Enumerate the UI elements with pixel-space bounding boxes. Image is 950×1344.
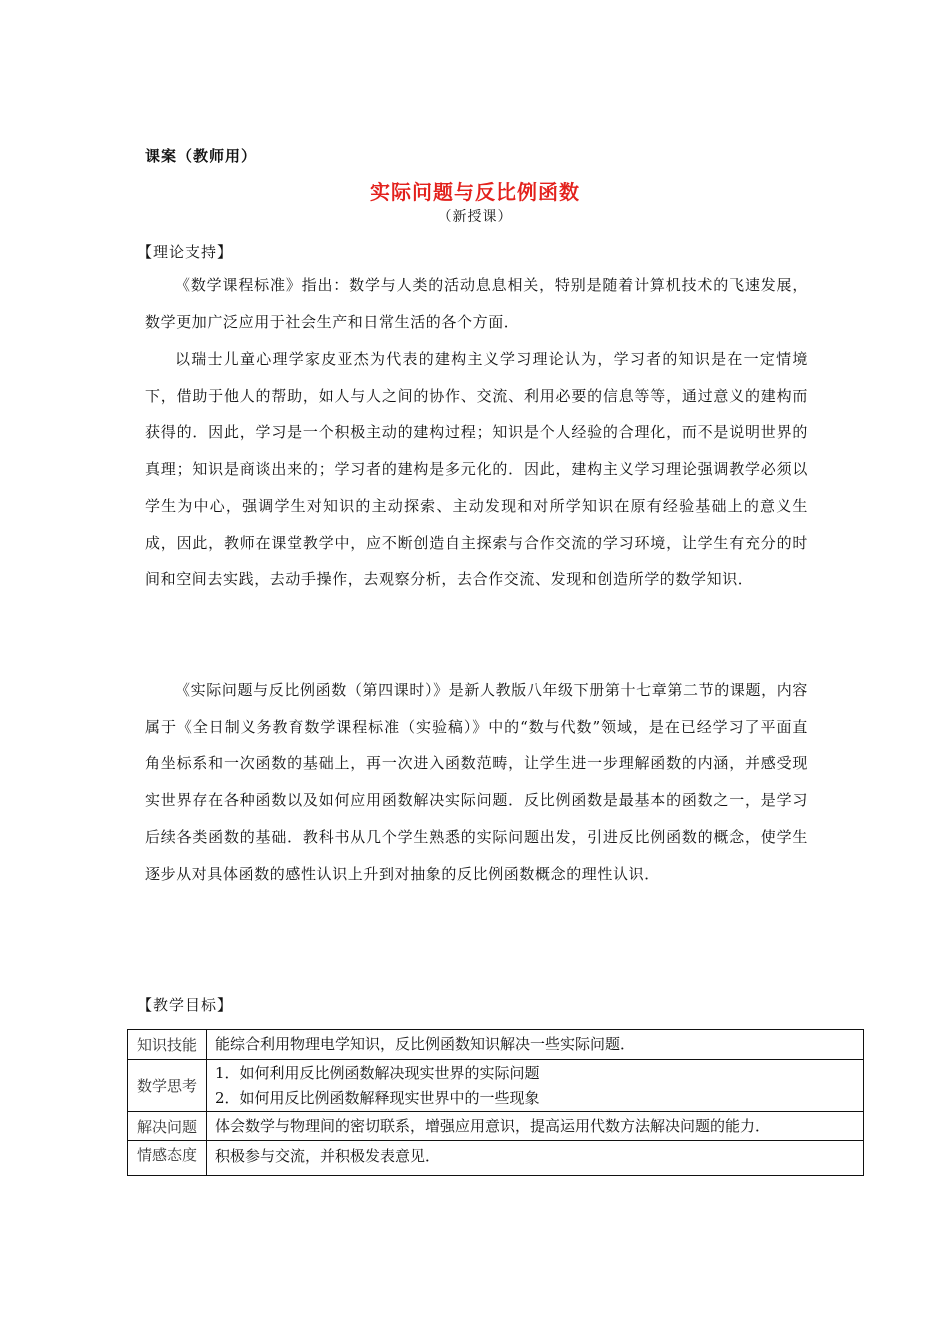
teaching-goals-table (127, 1029, 864, 1176)
goal-item: 积极参与交流，并积极发表意见． (215, 1147, 441, 1165)
goal-item: 能综合利用物理电学知识，反比例函数知识解决一些实际问题． (215, 1035, 636, 1053)
goal-description (207, 1141, 864, 1176)
goal-category: 知识技能 (128, 1030, 207, 1060)
table-row (128, 1141, 864, 1176)
goal-description (207, 1112, 864, 1141)
theory-paragraph-1: 《数学课程标准》指出：数学与人类的活动息息相关，特别是随着计算机技术的飞速发展，数学更加广泛应用于社会生产和日常生活的各个方面． (145, 276, 808, 331)
goal-item: 1．如何利用反比例函数解决现实世界的实际问题 (215, 1063, 540, 1082)
table-row (128, 1030, 864, 1060)
goals-heading: 【教学目标】 (137, 996, 234, 1014)
goal-category: 情感态度 (128, 1141, 207, 1176)
goal-item: 2．如何用反比例函数解释现实世界中的一些现象 (215, 1088, 540, 1107)
table-row (128, 1112, 864, 1141)
page-title: 实际问题与反比例函数 (370, 180, 580, 204)
table-row (128, 1060, 864, 1112)
doc-label: 课案（教师用） (145, 147, 258, 165)
theory-heading: 【理论支持】 (137, 243, 234, 261)
goal-item: 体会数学与物理间的密切联系，增强应用意识，提高运用代数方法解决问题的能力． (215, 1116, 771, 1135)
goal-description (207, 1030, 864, 1060)
goal-category: 数学思考 (128, 1060, 207, 1112)
theory-paragraph-2: 以瑞士儿童心理学家皮亚杰为代表的建构主义学习理论认为，学习者的知识是在一定情境下，借助于他人的帮助，如人与人之间的协作、交流、利用必要的信息等等，通过意义的建构而获得的．因此，学习是一个积极主动的建构过程；知识是个人经验的合理化，而不是说明世界的真理；知识是商谈出来的；学习者的建构是多元化的．因此，建构主义学习理论强调教学必须以学生为中心，强调学生对知识的主动探索、主动发现和对所学知识在原有经验基础上的意义生成，因此，教师在课堂教学中，应不断创造自主探索与合作交流的学习环境，让学生有充分的时间和空间去实践，去动手操作，去观察分析，去合作交流、发现和创造所学的数学知识． (145, 350, 808, 589)
theory-paragraph-3: 《实际问题与反比例函数（第四课时）》是新人教版八年级下册第十七章第二节的课题，内容属于《全日制义务教育数学课程标准（实验稿）》中的“数与代数”领域，是在已经学习了平面直角坐标系和一次函数的基础上，再一次进入函数范畴，让学生进一步理解函数的内涵，并感受现实世界存在各种函数以及如何应用函数解决实际问题．反比例函数是最基本的函数之一，是学习后续各类函数的基础．教科书从几个学生熟悉的实际问题出发，引进反比例函数的概念，使学生逐步从对具体函数的感性认识上升到对抽象的反比例函数概念的理性认识． (145, 681, 808, 883)
goal-description (207, 1060, 864, 1112)
page-subtitle: （新授课） (437, 209, 513, 225)
goal-category: 解决问题 (128, 1112, 207, 1141)
